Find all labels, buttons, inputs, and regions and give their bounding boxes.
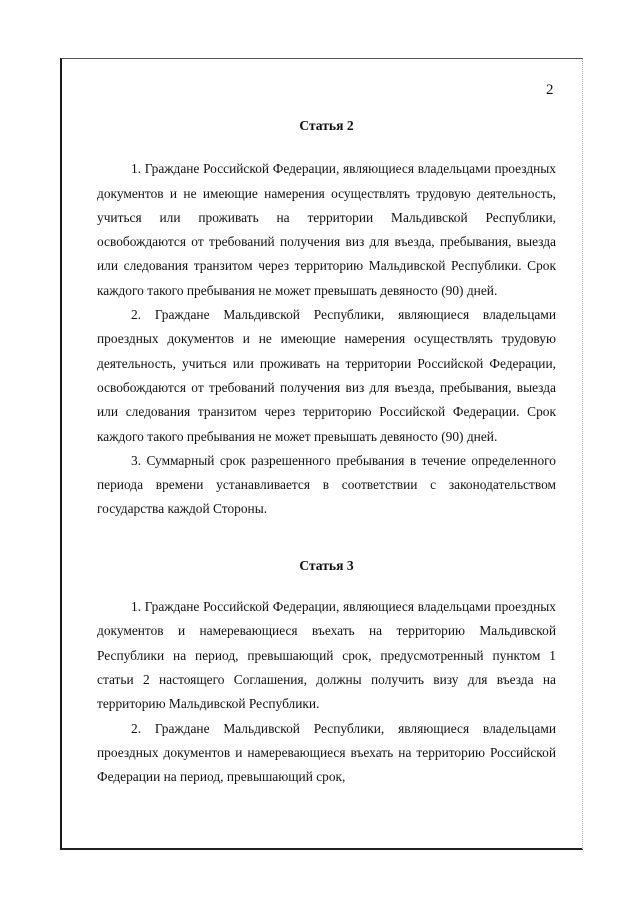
article-3-heading: Статья 3 bbox=[299, 557, 354, 573]
article-2-paragraph-2: 2. Граждане Мальдивской Республики, являющиеся владельцами проездных документов и не имеющие намерения осуществлять трудовую деятельность, учиться или проживать на территории Российской Федерации, освобождаются от требований получения виз для въезда, пребывания, выезда или следования транзитом через территорию Российской Федерации. Срок каждого такого пребывания не может превышать девяносто (90) дней. bbox=[97, 307, 556, 444]
article-3-paragraph-2: 2. Граждане Мальдивской Республики, являющиеся владельцами проездных документов и намеревающиеся въехать на территорию Российской Федерации на период, превышающий срок, bbox=[97, 720, 556, 785]
article-3-paragraph-1: 1. Граждане Российской Федерации, являющиеся владельцами проездных документов и намеревающиеся въехать на территорию Мальдивской Республики на период, превышающий срок, предусмотренный пунктом 1 статьи 2 настоящего Соглашения, должны получить визу для въезда на территорию Мальдивской Республики. bbox=[97, 599, 556, 712]
article-2-heading: Статья 2 bbox=[299, 118, 354, 133]
document-body bbox=[97, 114, 556, 789]
article-2-paragraph-3: 3. Суммарный срок разрешенного пребывания в течение определенного периода времени устанавливается в соответствии с законодательством государства каждой Стороны. bbox=[97, 452, 556, 517]
page-number: 2 bbox=[546, 82, 554, 98]
article-2-paragraph-1: 1. Граждане Российской Федерации, являющиеся владельцами проездных документов и не имеющие намерения осуществлять трудовую деятельность, учиться или проживать на территории Мальдивской Республики, освобождаются от требований получения виз для въезда, пребывания, выезда или следования транзитом через территорию Мальдивской Республики. Срок каждого такого пребывания не может превышать девяносто (90) дней. bbox=[97, 161, 556, 298]
